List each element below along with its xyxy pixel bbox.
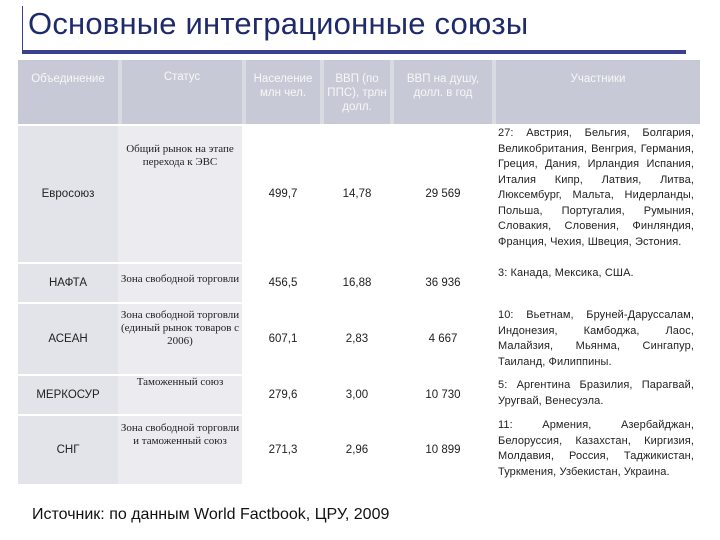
- union-gdp-per-capita: 10 899: [425, 444, 461, 456]
- title-accent-line: [22, 6, 23, 50]
- union-gdp: 16,88: [342, 277, 372, 289]
- integration-unions-table: [18, 60, 700, 490]
- union-gdp-per-capita: 4 667: [428, 333, 458, 345]
- union-members: 5: Аргентина Бразилия, Парагвай, Уругвай, Венесуэла.: [498, 379, 694, 407]
- header-gdp: ВВП (по ППС), трлн долл.: [324, 60, 390, 124]
- header-gdp-per-capita: ВВП на душу, долл. в год: [394, 60, 492, 124]
- header-members: Участники: [496, 60, 700, 124]
- header-population: Население млн чел.: [246, 60, 320, 124]
- union-gdp: 3,00: [345, 389, 369, 401]
- union-name: НАФТА: [48, 277, 87, 289]
- union-members: 3: Канада, Мексика, США.: [498, 267, 634, 279]
- union-status: Таможенный союз: [136, 375, 224, 388]
- title-underline: [22, 50, 686, 54]
- union-gdp-per-capita: 29 569: [425, 188, 461, 200]
- page-title: Основные интеграционные союзы: [28, 6, 529, 41]
- source-note: Источник: по данным World Factbook, ЦРУ, 2009: [32, 506, 390, 523]
- union-population: 271,3: [268, 444, 298, 456]
- union-name: АСЕАН: [48, 333, 88, 345]
- union-status: Зона свободной торговли: [120, 272, 240, 285]
- table-header: [18, 60, 700, 124]
- union-status: Общий рынок на этапе перехода к ЭВС: [126, 143, 234, 168]
- union-status: Зона свободной торговли (единый рынок товаров с 2006): [120, 308, 240, 347]
- union-members: 27: Австрия, Бельгия, Болгария, Великобритания, Венгрия, Германия, Греция, Дания, Ирландия Испания, Италия Кипр, Латвия, Литва, Люксембург, Мальта, Нидерланды, Польша, Португалия, Румыния, Словакия, Словения, Финляндия, Франция, Чехия, Швеция, Эстония.: [498, 127, 694, 248]
- union-gdp: 14,78: [342, 188, 372, 200]
- union-population: 499,7: [268, 188, 298, 200]
- union-gdp: 2,83: [345, 333, 369, 345]
- union-members: 10: Вьетнам, Бруней-Даруссалам, Индонезия, Камбоджа, Лаос, Малайзия, Мьянма, Сингапур, Таиланд, Филиппины.: [498, 309, 694, 368]
- header-status: Статус: [122, 60, 242, 124]
- union-name: Евросоюз: [41, 188, 95, 200]
- union-status: Зона свободной торговли и таможенный союз: [120, 422, 240, 447]
- union-gdp-per-capita: 10 730: [425, 389, 461, 401]
- header-union: Объединение: [18, 60, 118, 124]
- union-name: МЕРКОСУР: [36, 389, 100, 401]
- union-gdp-per-capita: 36 936: [425, 277, 461, 289]
- union-gdp: 2,96: [345, 444, 369, 456]
- union-name: СНГ: [56, 444, 80, 456]
- union-population: 279,6: [268, 389, 298, 401]
- union-population: 456,5: [268, 277, 298, 289]
- union-members: 11: Армения, Азербайджан, Белоруссия, Казахстан, Киргизия, Молдавия, Россия, Таджикистан, Туркмения, Узбекистан, Украина.: [498, 419, 694, 478]
- union-population: 607,1: [268, 333, 298, 345]
